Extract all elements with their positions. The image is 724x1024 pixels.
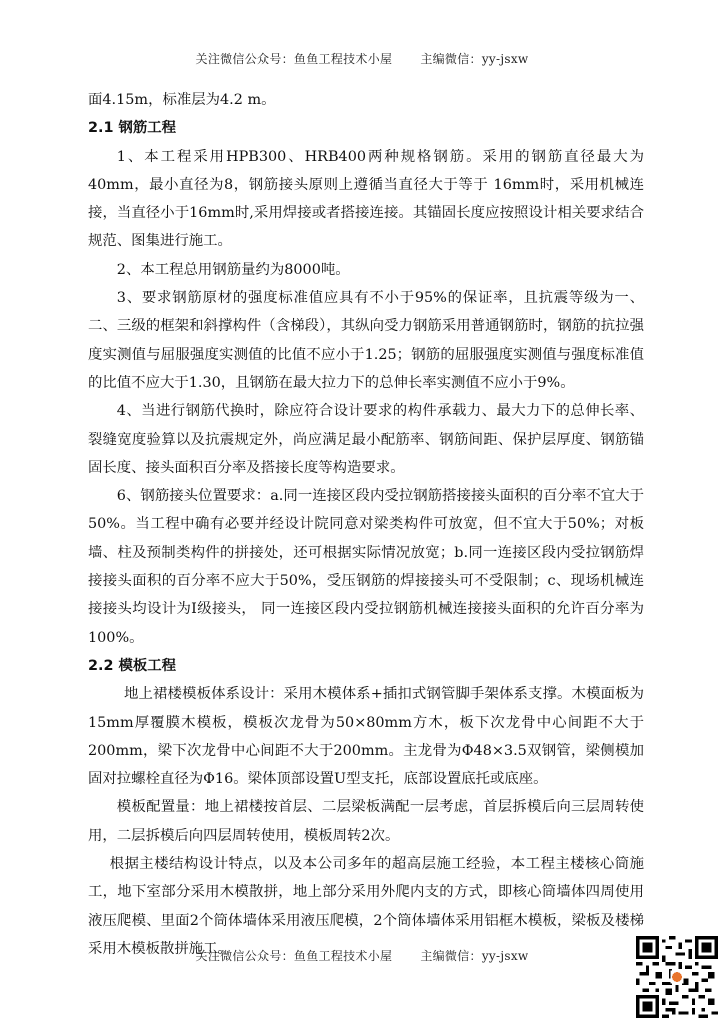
footer-follow-text: 关注微信公众号：鱼鱼工程技术小屋 xyxy=(195,949,393,963)
section-heading-formwork: 2.2 模板工程 xyxy=(88,657,177,674)
rebar-paragraph-1: 1、本工程采用HPB300、HRB400两种规格钢筋。采用的钢筋直径最大为40mm，最小直径为8，钢筋接头原则上遵循当直径大于等于 16mm时，采用机械连接，当直径小于16mm时,采用焊接或者搭接连接。其锚固长度应按照设计相关要求结合规范、图集进行施工。 xyxy=(88,148,644,250)
header-editor-text: 主编微信：yy-jsxw xyxy=(420,52,529,66)
rebar-paragraph-6: 6、钢筋接头位置要求：a.同一连接区段内受拉钢筋搭接接头面积的百分率不宜大于50%。当工程中确有必要并经设计院同意对梁类构件可放宽，但不宜大于50%；对板墙、柱及预制类构件的拼接处，还可根据实际情况放宽；b.同一连接区段内受拉钢筋焊接接头面积的百分率不应大于50%，受压钢筋的焊接接头可不受限制；c、现场机械连接接头均设计为Ⅰ级接头， 同一连接区段内受拉钢筋机械连接接头面积的允许百分率为100%。 xyxy=(88,488,644,646)
page-footer xyxy=(0,947,724,964)
qr-code-icon xyxy=(636,936,718,1018)
rebar-paragraph-3: 3、要求钢筋原材的强度标准值应具有不小于95%的保证率，且抗震等级为一、二、三级的框架和斜撑构件（含梯段），其纵向受力钢筋采用普通钢筋时，钢筋的抗拉强度实测值与屈服强度实测值的比值不应小于1.25；钢筋的屈服强度实测值与强度标准值的比值不应大于1.30，且钢筋在最大拉力下的总伸长率实测值不应小于9%。 xyxy=(88,290,644,391)
header-follow-text: 关注微信公众号：鱼鱼工程技术小屋 xyxy=(195,52,393,66)
section-heading-rebar: 2.1 钢筋工程 xyxy=(88,120,177,137)
rebar-paragraph-2: 2、本工程总用钢筋量约为8000吨。 xyxy=(116,261,350,278)
footer-editor-text: 主编微信：yy-jsxw xyxy=(420,949,529,963)
rebar-paragraph-4: 4、当进行钢筋代换时，除应符合设计要求的构件承载力、最大力下的总伸长率、裂缝宽度验算以及抗震规定外，尚应满足最小配筋率、钢筋间距、保护层厚度、钢筋锚固长度、接头面积百分率及搭接长度等构造要求。 xyxy=(88,403,644,476)
formwork-paragraph-1: 地上裙楼模板体系设计：采用木模体系+插扣式钢管脚手架体系支撑。木模面板为15mm厚覆膜木模板，模板次龙骨为50×80mm方木，板下次龙骨中心间距不大于200mm，梁下次龙骨中心间距不大于200mm。主龙骨为Φ48×3.5双钢管，梁侧模加固对拉螺栓直径为Φ16。梁体顶部设置U型支托，底部设置底托或底座。 xyxy=(88,686,644,788)
formwork-paragraph-3: 根据主楼结构设计特点，以及本公司多年的超高层施工经验，本工程主楼核心筒施工，地下室部分采用木模散拼，地上部分采用外爬内支的方式，即核心筒墙体四周使用液压爬模、里面2个筒体墙体采用液压爬模，2个筒体墙体采用铝框木模板，梁板及楼梯采用木模板散拼施工。 xyxy=(88,856,644,957)
formwork-paragraph-2: 模板配置量：地上裙楼按首层、二层梁板满配一层考虑，首层拆模后向三层周转使用，二层拆模后向四层周转使用，模板周转2次。 xyxy=(88,799,644,844)
page-header xyxy=(0,50,724,67)
intro-line: 面4.15m，标准层为4.2 m。 xyxy=(88,92,276,108)
document-body xyxy=(88,86,644,963)
